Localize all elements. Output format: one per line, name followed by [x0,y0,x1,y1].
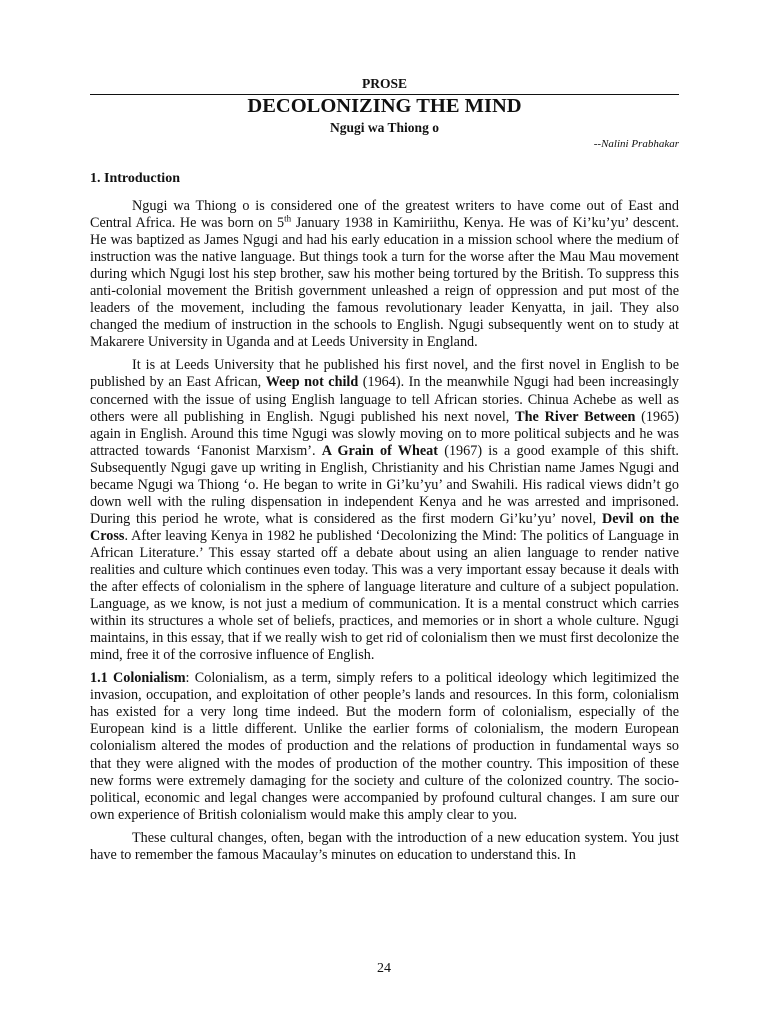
paragraph [90,670,679,823]
byline: --Nalini Prabhakar [593,138,679,150]
text-run: These cultural changes, often, began with the introduction of a new education system. You just have to remember the famous Macaulay’s minutes on education to understand this. In [90,829,679,863]
book-title: A Grain of Wheat [321,442,438,459]
text-run: It is at Leeds University that he published his first novel, and the first novel in English to be published by an East African, [90,357,679,391]
text-run: (1965) again in English. Around this time Ngugi was slowly moving on to more political subjects and he was attracted towards ‘Fanonist Marxism’. [90,408,680,459]
text-run: (1967) is a good example of this shift. Subsequently Ngugi gave up writing in English, Christianity and his Christian name James Ngugi and became Ngugi wa Thiong ‘o. He began to write in Gi’ku’yu’ and Swahili. His radical views didn’t go down well with the ruling dispensation in independent Kenya and he was arrested and imprisoned. During this period he wrote, what is considered as the first modern Gi’ku’yu’ novel, [90,442,679,527]
section-label: PROSE [361,76,407,91]
text-run: January 1938 in Kamiriithu, Kenya. He was of Ki’ku’yu’ descent. He was baptized as James Ngugi and had his early education in a mission school where the medium of instruction was the native language. But things took a turn for the worse after the Mau Mau movement during which Ngugi lost his step brother, saw his mother being tortured by the British. To suppress this anti-colonial movement the British government unleashed a reign of oppression and put most of the leaders of the movement, including the famous revolutionary leader Kenyatta, in jail. They also changed the medium of instruction in the schools to English. Ngugi subsequently went on to study at Makarere University in Uganda and at Leeds University in England. [90,215,679,351]
paragraph [90,198,679,351]
paragraph [90,830,679,864]
paragraph [90,357,679,664]
superscript: th [284,213,292,224]
book-title: The River Between [515,408,636,425]
section-heading-introduction: 1. Introduction [90,171,180,186]
text-run: Ngugi wa Thiong o is considered one of the greatest writers to have come out of East and Central Africa. He was born on 5 [90,198,679,232]
text-run: : Colonialism, as a term, simply refers to a political ideology which legitimized the invasion, occupation, and exploitation of other people’s lands and resources. In this form, colonialism has existed for a very long time indeed. But the modern form of colonialism, especially of the European kind is a little different. Unlike the earlier forms of colonialism, the modern European colonialism altered the modes of production and the relations of production in fundamental ways so that they were aligned with the modes of production of the mother country. This imposition of these new forms were extremely damaging for the society and culture of the colonized country. The socio-political, economic and legal changes were accompanied by profound cultural changes. I am sure our own experience of British colonialism would make this amply clear to you. [90,670,679,823]
text-run: (1964). In the meanwhile Ngugi had been increasingly concerned with the issue of using English language to tell African stories. Chinua Achebe as well as others were all publishing in English. Ngugi published his next novel, [90,374,680,425]
book-title: Devil on the Cross [90,510,680,544]
book-title: Weep not child [265,374,359,391]
author-name: Ngugi wa Thiong o [330,120,439,135]
page-title: DECOLONIZING THE MIND [247,95,522,117]
text-run: . After leaving Kenya in 1982 he published ‘Decolonizing the Mind: The politics of Language in African Literature.’ This essay started off a debate about using an alien language to render native realities and culture which continues even today. This was a very important essay because it deals with the after effects of colonialism in the sphere of language literature and culture of a subject population. Language, as we know, is not just a medium of communication. It is a mental construct which carries within its structures a whole set of beliefs, practices, and memories or in short a whole culture. Ngugi maintains, in this essay, that if we really wish to get rid of colonialism then we must first decolonize the mind, free it of the corrosive influence of English. [90,527,679,664]
body-text [90,198,679,864]
page-number: 24 [377,961,391,976]
subsection-term: 1.1 Colonialism [90,670,186,687]
